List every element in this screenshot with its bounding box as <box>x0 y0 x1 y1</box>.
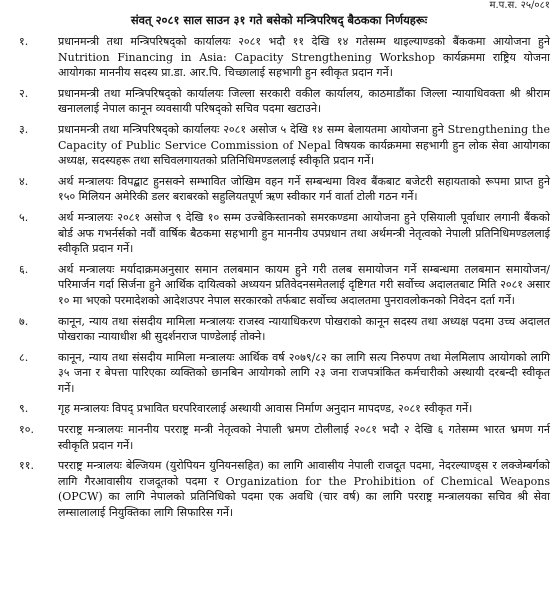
decision-number: ९. <box>19 402 29 416</box>
decision-item <box>0 350 558 397</box>
decision-item <box>0 210 558 257</box>
decision-number: १. <box>19 35 29 48</box>
decision-text: प्रधानमन्त्री तथा मन्त्रिपरिषद्को कार्यालयः २०८१ भदौ ११ देखि १४ गतेसम्म थाइल्याण्डको बैंककमा आयोजना हुने Nutrition Financing in Asia: Capacity Strengthening Workshop कार्यक्रममा राष्ट्रिय योजना आयोगका माननीय सदस्य प्रा.डा. आर.पि. चिच्छालाई सहभागी हुन स्वीकृत प्रदान गर्ने। <box>58 35 550 80</box>
decision-number: ३. <box>19 122 29 136</box>
decision-item <box>0 34 558 81</box>
decision-item <box>0 86 558 117</box>
decision-number: ११. <box>19 459 34 473</box>
document-reference: म.प.स. २५/०८१ <box>489 0 550 11</box>
decision-number: ५. <box>19 210 29 224</box>
decisions-heading: संवत् २०८१ साल साउन ३१ गते बसेको मन्त्रिपरिषद् बैठकका निर्णयहरूः <box>130 13 428 27</box>
decision-number: ८. <box>19 350 29 364</box>
decision-number: २. <box>19 86 29 100</box>
decision-text: प्रधानमन्त्री तथा मन्त्रिपरिषद्को कार्यालयः जिल्ला सरकारी वकील कार्यालय, काठमाडौंका जिल्ला न्यायाधिवक्ता श्री श्रीराम खनाललाई नेपाल कानून व्यवसायी परिषद्को सचिव पदमा खटाउने। <box>58 86 550 116</box>
decision-item <box>0 262 558 309</box>
decision-item <box>0 122 558 169</box>
decision-text: गृह मन्त्रालयः विपद् प्रभावित घरपरिवारलाई अस्थायी आवास निर्माण अनुदान मापदण्ड, २०८१ स्वीकृत गर्ने। <box>58 402 473 416</box>
decision-item <box>0 458 558 520</box>
decision-list <box>0 34 558 526</box>
decision-text: कानून, न्याय तथा संसदीय मामिला मन्त्रालयः आर्थिक वर्ष २०७९/८२ का लागि सत्य निरुपण तथा मेलमिलाप आयोगको लागि ३५ जना र बेपत्ता पारिएका व्यक्तिको छानबिन आयोगको लागि २३ जना राजपत्रांकित कर्मचारीको अस्थायी दरबन्दी स्वीकृत गर्ने। <box>58 350 550 395</box>
decision-number: ६. <box>19 262 29 276</box>
decision-text: अर्थ मन्त्रालयः २०८१ असोज ९ देखि १० सम्म उज्बेकिस्तानको समरकण्डमा आयोजना हुने एसियाली पूर्वाधार लगानी बैंकको बोर्ड अफ गभर्नर्सको नवौं वार्षिक बैठकमा सहभागी हुन माननीय उपप्रधान तथा अर्थमन्त्री नेतृत्वको नेपाली प्रतिनिधिमण्डललाई स्वीकृति प्रदान गर्ने। <box>58 210 550 256</box>
decision-number: ७. <box>19 314 29 328</box>
decision-text: परराष्ट्र मन्त्रालयः माननीय परराष्ट्र मन्त्री नेतृत्वको नेपाली भ्रमण टोलीलाई २०८१ भदौ २ देखि ६ गतेसम्म भारत भ्रमण गर्न स्वीकृति प्रदान गर्ने। <box>58 423 550 452</box>
decision-text: परराष्ट्र मन्त्रालयः बेल्जियम (युरोपियन युनियनसहित) का लागि आवासीय नेपाली राजदूत पदमा, नेदरल्याण्ड्स र लक्जेम्बर्गको लागि गैरआवासीय राजदूतको पदमा र Organization for the Prohibition of Chemical Weapons (OPCW) का लागि नेपालको प्रतिनिधिको पदमा एक अवधि (चार वर्ष) का लागि परराष्ट्र मन्त्रालयका सचिव श्री सेवा लम्सालालाई नियुक्तिका लागि सिफारिस गर्ने। <box>58 459 550 520</box>
decision-number: ४. <box>19 174 29 188</box>
decision-item <box>0 422 558 453</box>
decision-item <box>0 174 558 205</box>
decision-text: कानून, न्याय तथा संसदीय मामिला मन्त्रालयः राजस्व न्यायाधिकरण पोखराको कानून सदस्य तथा अध्यक्ष पदमा उच्च अदालत पोखराका न्यायाधीश श्री सुदर्शनराज पाण्डेलाई तोक्ने। <box>58 314 550 344</box>
decision-text: अर्थ मन्त्रालयः विपद्बाट हुनसक्ने सम्भावित जोखिम वहन गर्ने सम्बन्धमा विश्व बैंकबाट बजेटरी सहायताको रूपमा प्राप्त हुने १५० मिलियन अमेरिकी डलर बराबरको सहुलियतपूर्ण ऋण स्वीकार गर्न वार्ता टोली गठन गर्ने। <box>58 174 550 204</box>
decision-item <box>0 314 558 345</box>
decision-text: प्रधानमन्त्री तथा मन्त्रिपरिषद्को कार्यालयः २०८१ असोज ५ देखि १४ सम्म बेलायतमा आयोजना हुने Strengthening the Capacity of Public Service Commission of Nepal विषयक कार्यक्रममा सहभागी हुन लोक सेवा आयोगका अध्यक्ष, सदस्यहरू तथा सचिवलगायतको प्रतिनिधिमण्डललाई स्वीकृति प्रदान गर्ने। <box>58 122 550 168</box>
decision-number: १०. <box>19 423 34 437</box>
decision-item <box>0 401 558 417</box>
decision-text: अर्थ मन्त्रालयः मर्यादाक्रमअनुसार समान तलबमान कायम हुने गरी तलब समायोजन गर्ने सम्बन्धमा तलबमान समायोजन/परिमार्जन गर्दा सिर्जना हुने आर्थिक दायित्वको अध्ययन प्रतिवेदनसमेतलाई दृष्टिगत गरी सर्वोच्च अदालतबाट मिति २०८१ असार १० मा भएको परमादेशको आदेशउपर नेपाल सरकारको तर्फबाट सर्वोच्च अदालतमा पुनरावलोकनको निवेदन दर्ता गर्ने। <box>58 262 550 307</box>
